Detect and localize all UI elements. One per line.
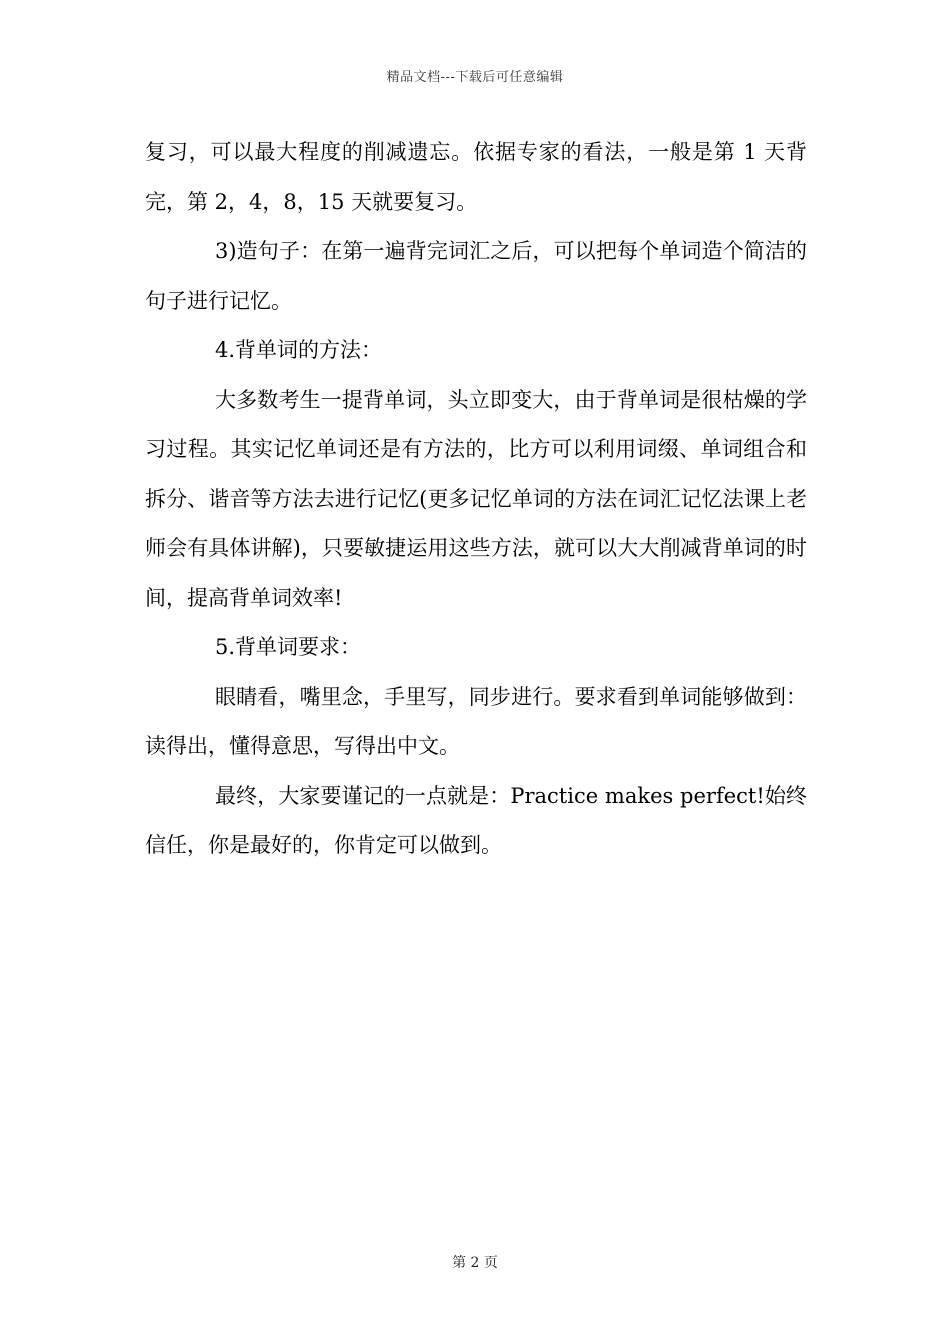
paragraph-make-sentences: 3)造句子：在第一遍背完词汇之后，可以把每个单词造个简洁的句子进行记忆。 [145, 239, 807, 313]
paragraph-review-schedule: 复习，可以最大程度的削减遗忘。依据专家的看法，一般是第 1 天背完，第 2，4，8，15 天就要复习。 [145, 140, 807, 214]
paragraph-requirements: 眼睛看，嘴里念，手里写，同步进行。要求看到单词能够做到：读得出，懂得意思，写得出中文。 [145, 684, 807, 758]
page-header: 精品文档---下载后可任意编辑 [386, 70, 564, 85]
page-number: 第 2 页 [452, 1255, 498, 1271]
paragraph-methods: 大多数考生一提背单词，头立即变大，由于背单词是很枯燥的学习过程。其实记忆单词还是有方法的，比方可以利用词缀、单词组合和拆分、谐音等方法去进行记忆(更多记忆单词的方法在词汇记忆法课上老师会有具体讲解)，只要敏捷运用这些方法，就可以大大削减背单词的时间，提高背单词效率! [145, 387, 807, 610]
section-heading-requirements: 5.背单词要求： [215, 635, 362, 659]
paragraph-conclusion: 最终，大家要谨记的一点就是：Practice makes perfect!始终信任，你是最好的，你肯定可以做到。 [145, 783, 807, 857]
document-body [145, 128, 807, 871]
section-heading-methods: 4.背单词的方法： [215, 338, 383, 362]
